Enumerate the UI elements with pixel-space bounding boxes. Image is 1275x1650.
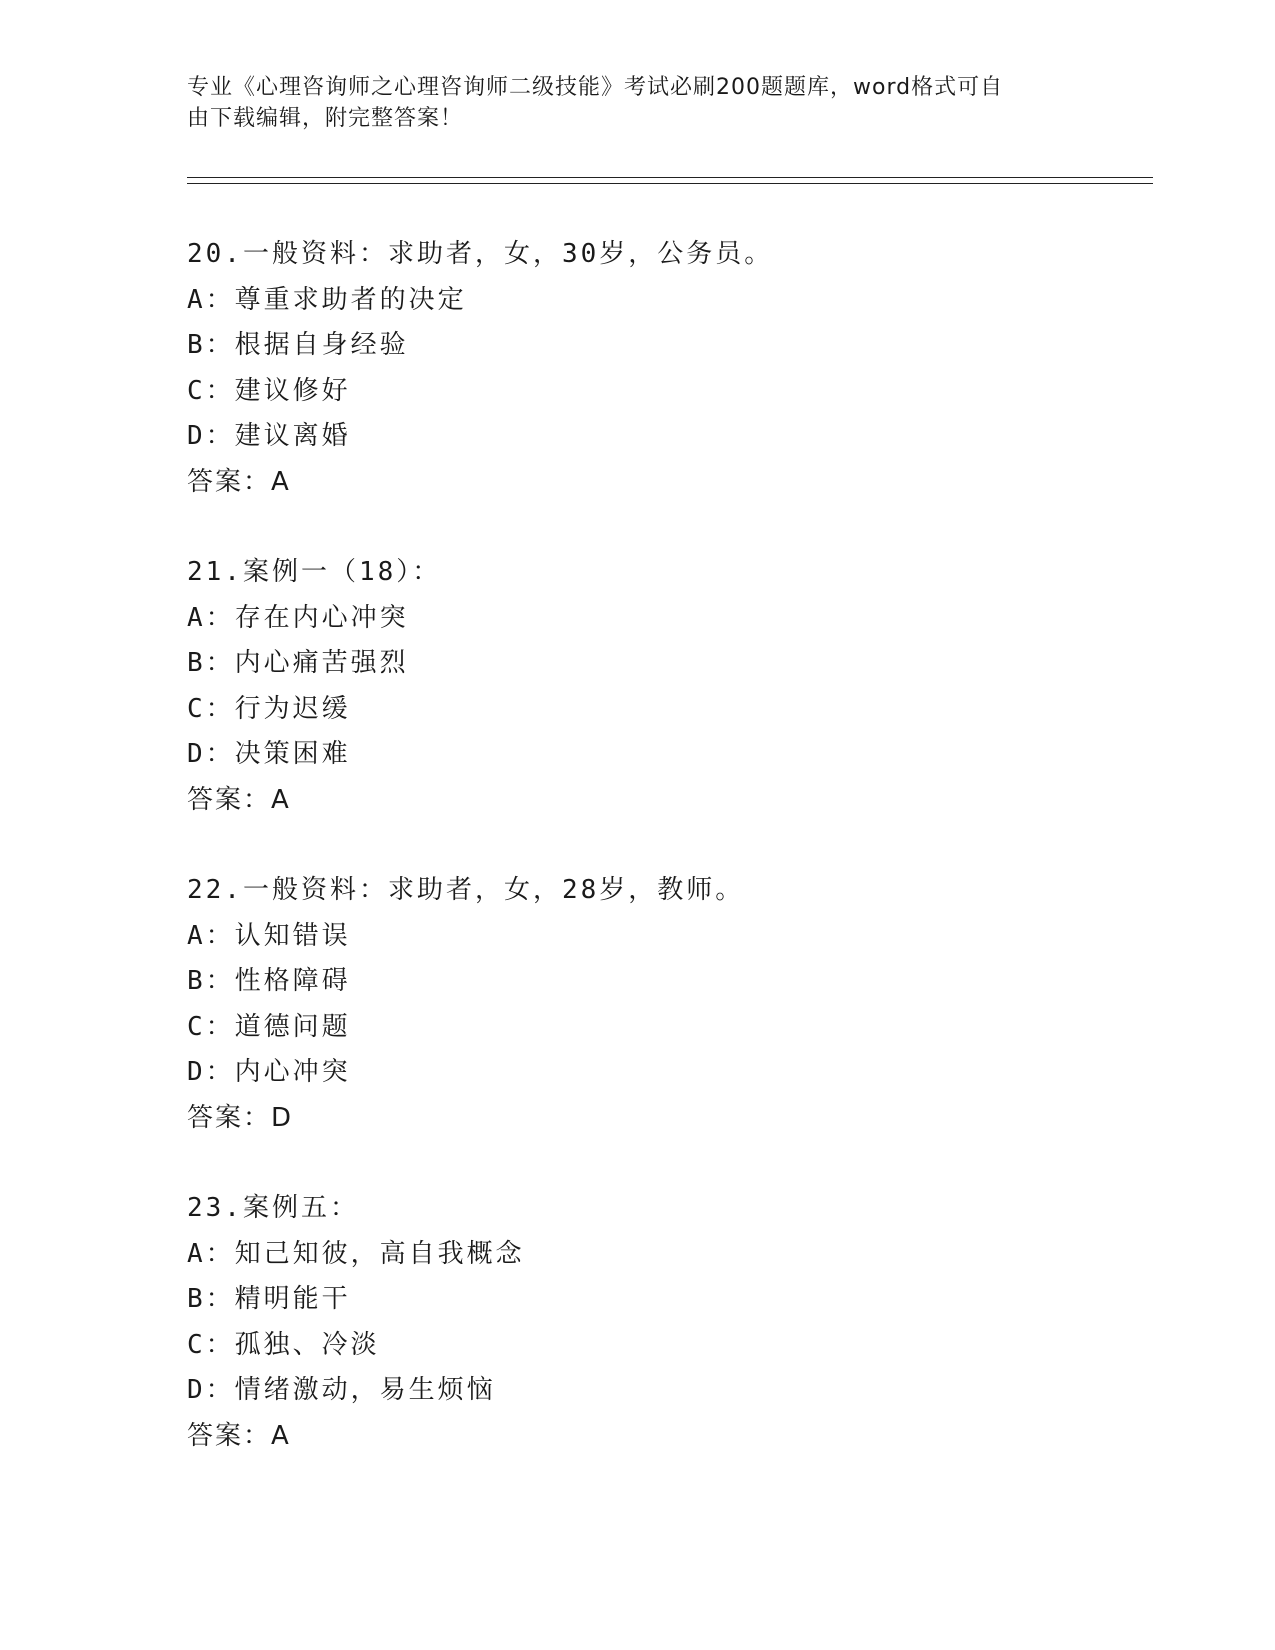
option-a: A：尊重求助者的决定: [187, 284, 467, 315]
question-title: 23.案例五：: [187, 1193, 359, 1223]
answer: 答案：D: [187, 1102, 294, 1133]
question-title: 21.案例一（18）：: [187, 557, 442, 587]
answer: 答案：A: [187, 1420, 291, 1451]
option-b: B：性格障碍: [187, 966, 351, 996]
option-d: D：决策困难: [187, 739, 351, 769]
option-a: A：存在内心冲突: [187, 602, 409, 633]
option-d: D：内心冲突: [187, 1057, 351, 1087]
question-23: [187, 1186, 1087, 1459]
option-b: B：精明能干: [187, 1284, 351, 1314]
option-a: A：知己知彼，高自我概念: [187, 1238, 525, 1269]
option-c: C：道德问题: [187, 1011, 351, 1042]
header-rule-top: [187, 177, 1153, 178]
option-a: A：认知错误: [187, 920, 351, 951]
header-rule-bottom: [187, 183, 1153, 184]
header-line-1: 专业《心理咨询师之心理咨询师二级技能》考试必刷200题题库，word格式可自: [187, 75, 1004, 100]
question-title: 20.一般资料：求助者，女，30岁，公务员。: [187, 239, 774, 269]
question-20: [187, 232, 1087, 505]
question-title: 22.一般资料：求助者，女，28岁，教师。: [187, 875, 745, 905]
option-d: D：情绪激动，易生烦恼: [187, 1375, 496, 1405]
answer: 答案：A: [187, 784, 291, 815]
option-b: B：根据自身经验: [187, 330, 409, 360]
option-c: C：行为迟缓: [187, 693, 351, 724]
question-22: [187, 868, 1087, 1141]
document-header: [187, 72, 1067, 134]
question-21: [187, 550, 1087, 823]
option-b: B：内心痛苦强烈: [187, 648, 409, 678]
header-line-2: 由下载编辑，附完整答案！: [187, 106, 464, 131]
answer: 答案：A: [187, 466, 291, 497]
option-c: C：孤独、冷淡: [187, 1329, 380, 1360]
option-c: C：建议修好: [187, 375, 351, 406]
option-d: D：建议离婚: [187, 421, 351, 451]
